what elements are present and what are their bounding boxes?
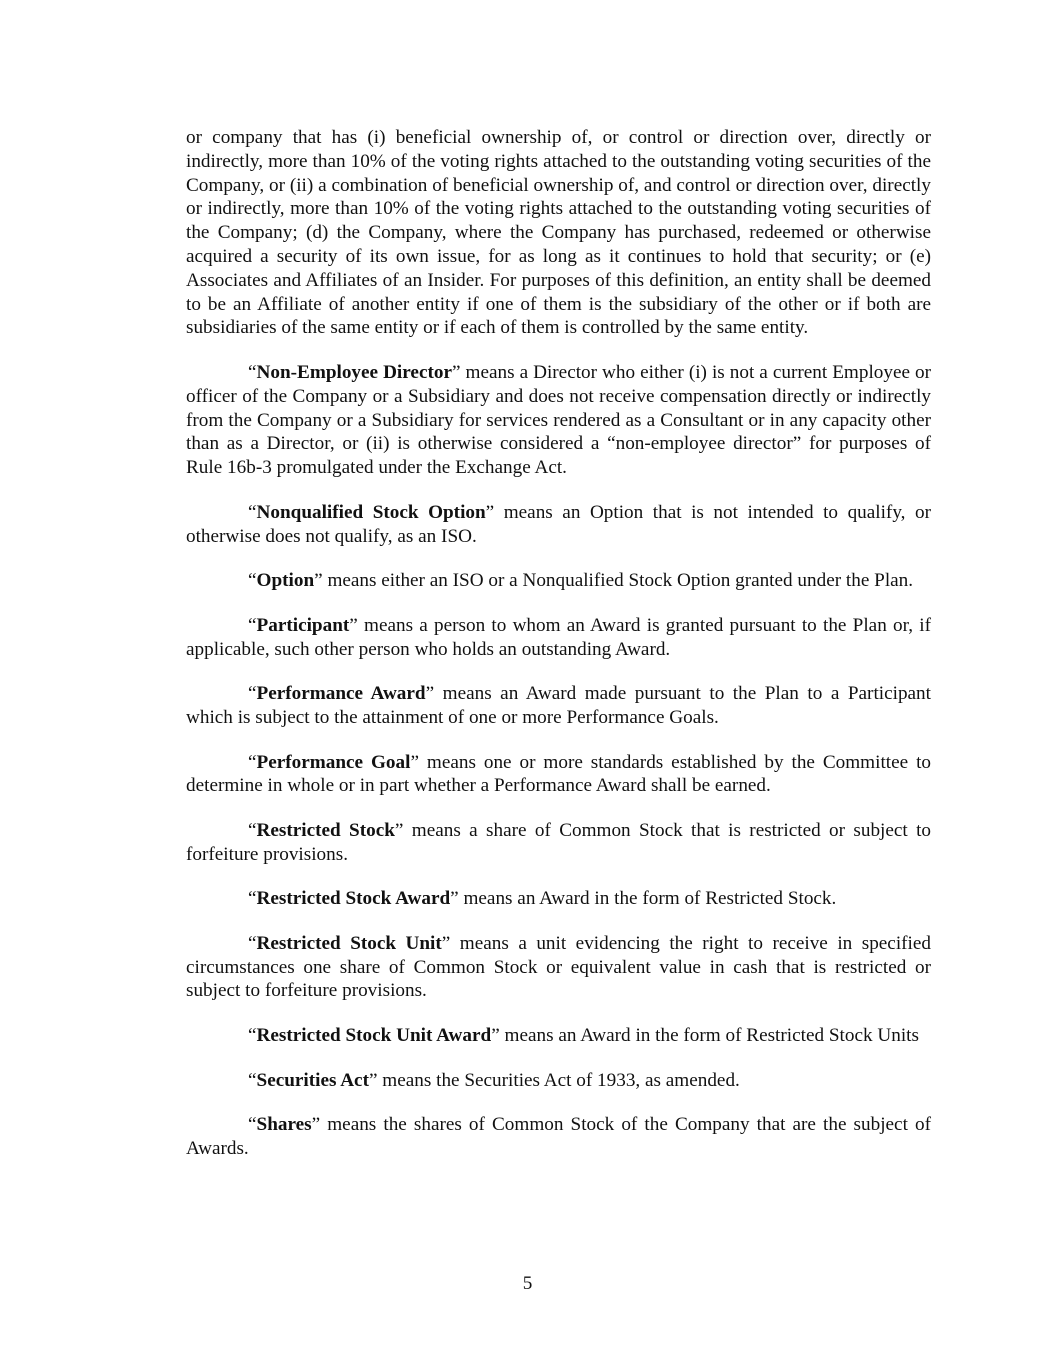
defined-term: Non-Employee Director	[256, 361, 452, 383]
document-body	[186, 126, 931, 1182]
defined-term: Performance Goal	[256, 751, 411, 773]
definition-restricted-stock: “Restricted Stock” means a share of Common Stock that is restricted or subject to forfeiture provisions.	[186, 819, 932, 865]
definition-text: means a share of Common Stock that is restricted or subject to forfeiture provisions.	[186, 819, 932, 865]
defined-term: Participant	[256, 614, 350, 636]
definition-text: means a Director who either (i) is not a current Employee or officer of the Company or a Subsidiary and does not receive compensation directly or indirectly from the Company or a Subsidiary for services rendered as a Consultant or in any capacity other than as a Director, or (ii) is otherwise considered a “non-employee director” for purposes of Rule 16b-3 promulgated under the Exchange Act.	[186, 361, 932, 479]
definition-securities-act: “Securities Act” means the Securities Act of 1933, as amended.	[248, 1069, 740, 1091]
definition-text: means a person to whom an Award is granted pursuant to the Plan or, if applicable, such other person who holds an outstanding Award.	[186, 614, 931, 660]
defined-term: Restricted Stock Unit Award	[256, 1025, 492, 1047]
definition-text: means an Award made pursuant to the Plan to a Participant which is subject to the attainment of one or more Performance Goals.	[186, 683, 931, 728]
definition-text: means either an ISO or a Nonqualified Stock Option granted under the Plan.	[322, 570, 914, 592]
defined-term: Nonqualified Stock Option	[256, 501, 486, 523]
intro-paragraph: or company that has (i) beneficial ownership of, or control or direction over, directly or indirectly, more than 10% of the voting rights attached to the outstanding voting securities of the Company, or (ii) a combination of beneficial ownership of, and control or direction over, directly or indirectly, more than 10% of the voting rights attached to the outstanding voting securities of the Company; (d) the Company, where the Company has purchased, redeemed or otherwise acquired a security of its own issue, for as long as it continues to hold that security; or (e) Associates and Affiliates of an Insider. For purposes of this definition, an entity shall be deemed to be an Affiliate of another entity if one of them is the subsidiary of the other or if both are subsidiaries of the same entity or if each of them is controlled by the same entity.	[186, 127, 931, 339]
defined-term: Securities Act	[256, 1069, 369, 1091]
defined-term: Performance Award	[256, 683, 426, 705]
defined-term: Restricted Stock Unit	[256, 932, 442, 954]
definition-text: means one or more standards established by the Committee to determine in whole or in part whether a Performance Award shall be earned.	[186, 751, 931, 797]
definition-text: means a unit evidencing the right to receive in specified circumstances one share of Common Stock or equivalent value in cash that is restricted or subject to forfeiture provisions.	[186, 932, 931, 1002]
definition-text: means an Award in the form of Restricted Stock.	[458, 888, 837, 910]
definition-text: means an Option that is not intended to qualify, or otherwise does not qualify, as an ISO.	[186, 501, 931, 547]
definition-text: means an Award in the form of Restricted Stock Units	[499, 1025, 919, 1047]
definition-performance-goal: “Performance Goal” means one or more standards established by the Committee to determine in whole or in part whether a Performance Award shall be earned.	[186, 751, 931, 797]
definition-nonqualified-stock-option: “Nonqualified Stock Option” means an Option that is not intended to qualify, or otherwise does not qualify, as an ISO.	[186, 501, 931, 547]
defined-term: Shares	[256, 1114, 312, 1136]
definition-participant: “Participant” means a person to whom an Award is granted pursuant to the Plan or, if applicable, such other person who holds an outstanding Award.	[186, 614, 931, 660]
defined-term: Restricted Stock Award	[256, 888, 451, 910]
definition-text: means the shares of Common Stock of the Company that are the subject of Awards.	[186, 1114, 931, 1160]
definition-restricted-stock-unit: “Restricted Stock Unit” means a unit evidencing the right to receive in specified circumstances one share of Common Stock or equivalent value in cash that is restricted or subject to forfeiture provisions.	[186, 932, 931, 1002]
page-number: 5	[522, 1273, 533, 1294]
definition-shares: “Shares” means the shares of Common Stock of the Company that are the subject of Awards.	[186, 1114, 931, 1160]
definition-option: “Option” means either an ISO or a Nonqualified Stock Option granted under the Plan.	[248, 570, 914, 592]
definition-performance-award: “Performance Award” means an Award made pursuant to the Plan to a Participant which is subject to the attainment of one or more Performance Goals.	[186, 683, 931, 728]
definition-restricted-stock-unit-award: “Restricted Stock Unit Award” means an Award in the form of Restricted Stock Units	[248, 1025, 919, 1047]
definition-text: means the Securities Act of 1933, as amended.	[377, 1069, 740, 1091]
defined-term: Option	[256, 570, 315, 592]
definition-non-employee-director: “Non-Employee Director” means a Director who either (i) is not a current Employee or officer of the Company or a Subsidiary and does not receive compensation directly or indirectly from the Company or a Subsidiary for services rendered as a Consultant or in any capacity other than as a Director, or (ii) is otherwise considered a “non-employee director” for purposes of Rule 16b-3 promulgated under the Exchange Act.	[186, 361, 932, 479]
definition-restricted-stock-award: “Restricted Stock Award” means an Award in the form of Restricted Stock.	[248, 888, 837, 910]
defined-term: Restricted Stock	[256, 819, 395, 841]
